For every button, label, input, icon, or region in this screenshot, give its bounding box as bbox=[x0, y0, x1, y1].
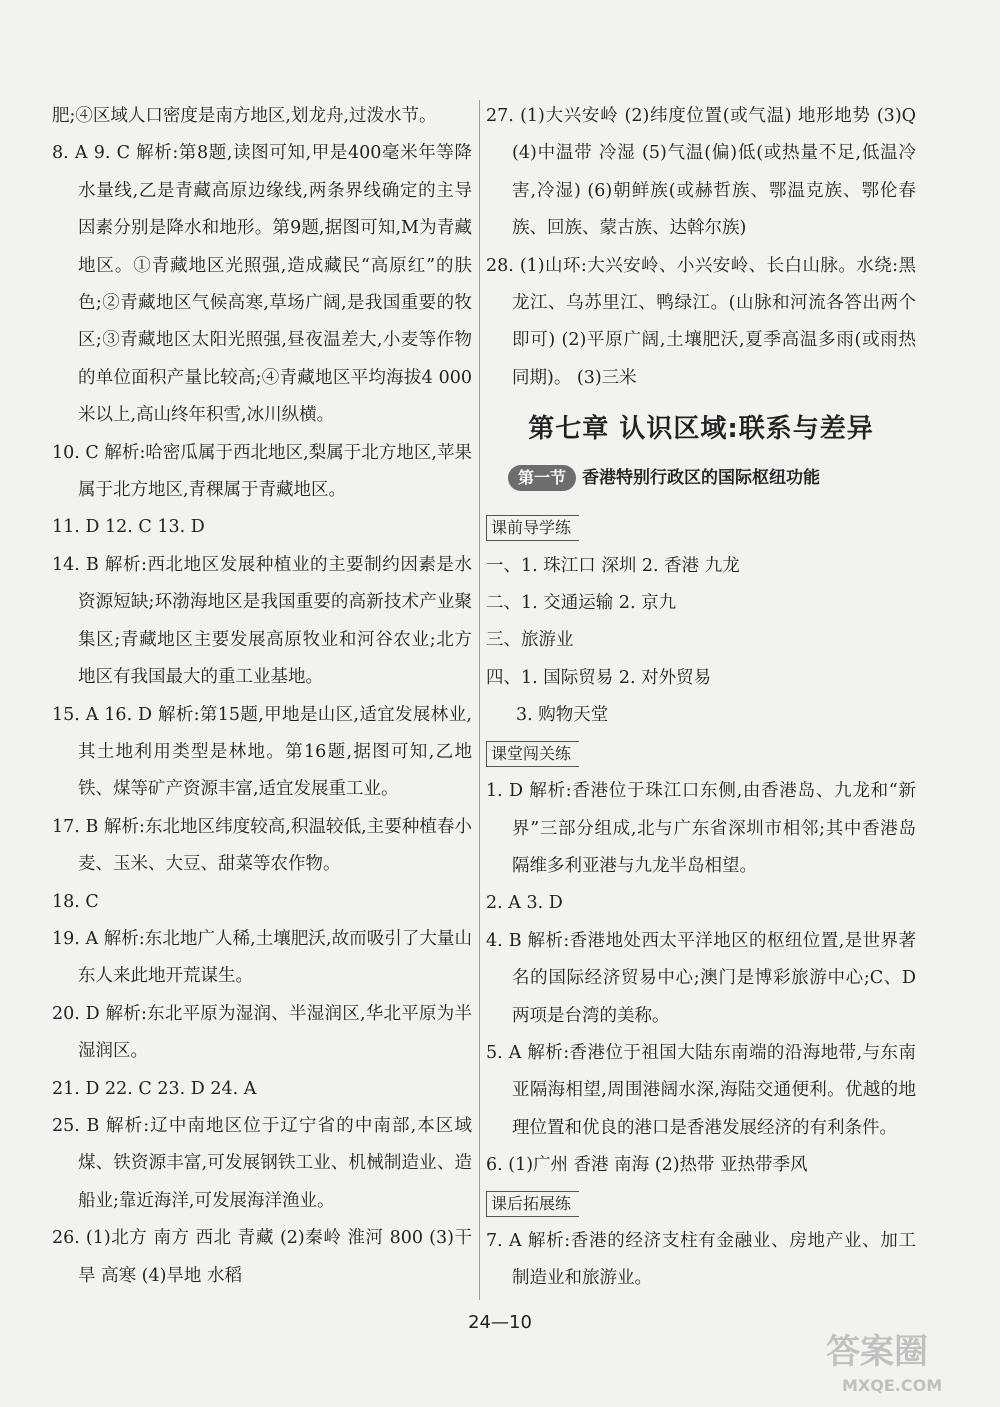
answer-item: 1. D 解析:香港位于珠江口东侧,由香港岛、九龙和“新界”三部分组成,北与广东省深圳市相邻;其中香港岛隔维多利亚港与九龙半岛相望。 bbox=[486, 781, 916, 876]
classwork-answers bbox=[486, 773, 916, 1184]
homework-answers bbox=[486, 1223, 916, 1298]
section-title: 香港特别行政区的国际枢纽功能 bbox=[582, 468, 821, 489]
answer-item: 5. A 解析:香港位于祖国大陆东南端的沿海地带,与东南亚隔海相望,周围港阔水深,海陆交通便利。优越的地理位置和优良的港口是香港发展经济的有利条件。 bbox=[486, 1042, 916, 1138]
answers-27-28 bbox=[486, 98, 916, 397]
answer-item: 20. D 解析:东北平原为湿润、半湿润区,华北平原为半湿润区。 bbox=[52, 1003, 472, 1062]
answer-item: 28. (1)山环:大兴安岭、小兴安岭、长白山脉。水绕:黑龙江、乌苏里江、鸭绿江。(山脉和河流各答出两个即可) (2)平原广阔,土壤肥沃,夏季高温多雨(或雨热同期)。 (3)三米 bbox=[486, 255, 916, 388]
answer-item: 肥;④区域人口密度是南方地区,划龙舟,过泼水节。 bbox=[52, 106, 437, 126]
answer-item: 7. A 解析:香港的经济支柱有金融业、房地产业、加工制造业和旅游业。 bbox=[486, 1230, 916, 1289]
answer-item: 三、旅游业 bbox=[486, 630, 574, 651]
tag-preview: 课前导学练 bbox=[486, 515, 579, 541]
tag-homework: 课后拓展练 bbox=[486, 1191, 579, 1217]
answer-item: 17. B 解析:东北地区纬度较高,积温较低,主要种植春小麦、玉米、大豆、甜菜等农作物。 bbox=[52, 816, 472, 875]
page-number: 24—10 bbox=[468, 1312, 532, 1333]
answer-item: 19. A 解析:东北地广人稀,土壤肥沃,故而吸引了大量山东人来此地开荒谋生。 bbox=[52, 928, 472, 987]
right-column bbox=[486, 98, 916, 1298]
answer-item: 6. (1)广州 香港 南海 (2)热带 亚热带季风 bbox=[486, 1155, 808, 1176]
answer-item: 15. A 16. D 解析:第15题,甲地是山区,适宜发展林业,其土地利用类型是林地。第16题,据图可知,乙地铁、煤等矿产资源丰富,适宜发展重工业。 bbox=[52, 704, 472, 800]
answer-item: 26. (1)北方 南方 西北 青藏 (2)秦岭 淮河 800 (3)干旱 高寒 (4)旱地 水稻 bbox=[52, 1228, 472, 1286]
answer-item: 25. B 解析:辽中南地区位于辽宁省的中南部,本区域煤、铁资源丰富,可发展钢铁工业、机械制造业、造船业;靠近海洋,可发展海洋渔业。 bbox=[52, 1115, 472, 1211]
answer-item: 二、1. 交通运输 2. 京九 bbox=[486, 593, 677, 614]
answer-item: 3. 购物天堂 bbox=[516, 705, 609, 726]
watermark-main: 答案圈 bbox=[826, 1332, 928, 1372]
answer-item: 14. B 解析:西北地区发展种植业的主要制约因素是水资源短缺;环渤海地区是我国重要的高新技术产业聚集区;青藏地区主要发展高原牧业和河谷农业;北方地区有我国最大的重工业基地。 bbox=[52, 554, 472, 688]
watermark-logo bbox=[822, 1317, 982, 1399]
answer-item: 一、1. 珠江口 深圳 2. 香港 九龙 bbox=[486, 555, 740, 576]
answer-item: 21. D 22. C 23. D 24. A bbox=[52, 1078, 257, 1099]
left-column bbox=[52, 98, 472, 1295]
answer-item: 18. C bbox=[52, 891, 99, 912]
section-heading bbox=[508, 463, 916, 493]
answer-item: 10. C 解析:哈密瓜属于西北地区,梨属于北方地区,苹果属于北方地区,青稞属于青藏地区。 bbox=[52, 442, 472, 501]
answer-item: 8. A 9. C 解析:第8题,读图可知,甲是400毫米年等降水量线,乙是青藏高原边缘线,两条界线确定的主导因素分别是降水和地形。第9题,据图可知,M为青藏地区。①青藏地区光照强,造成藏民“高原红”的肤色;②青藏地区气候高寒,草场广阔,是我国重要的牧区;③青藏地区太阳光照强,昼夜温差大,小麦等作物的单位面积产量比较高;④青藏地区平均海拔4 000米以上,高山终年积雪,冰川纵横。 bbox=[52, 143, 472, 426]
answer-item: 4. B 解析:香港地处西太平洋地区的枢纽位置,是世界著名的国际经济贸易中心;澳门是博彩旅游中心;C、D两项是台湾的美称。 bbox=[486, 930, 916, 1026]
section-number-pill: 第一节 bbox=[508, 465, 576, 491]
answer-item: 27. (1)大兴安岭 (2)纬度位置(或气温) 地形地势 (3)Q (4)中温带 冷湿 (5)气温(偏)低(或热量不足,低温冷害,冷湿) (6)朝鲜族(或赫哲族、鄂温克族、鄂伦春族、回族、蒙古族、达斡尔族) bbox=[486, 106, 916, 239]
column-divider bbox=[479, 100, 480, 1300]
answer-item: 11. D 12. C 13. D bbox=[52, 517, 205, 538]
watermark-sub: MXQE.COM bbox=[842, 1376, 943, 1395]
answer-item: 2. A 3. D bbox=[486, 893, 563, 914]
answer-item: 四、1. 国际贸易 2. 对外贸易 bbox=[486, 667, 712, 688]
preview-answers bbox=[486, 548, 916, 735]
chapter-title: 第七章 认识区域:联系与差异 bbox=[528, 414, 874, 445]
tag-classwork: 课堂闯关练 bbox=[486, 741, 579, 767]
